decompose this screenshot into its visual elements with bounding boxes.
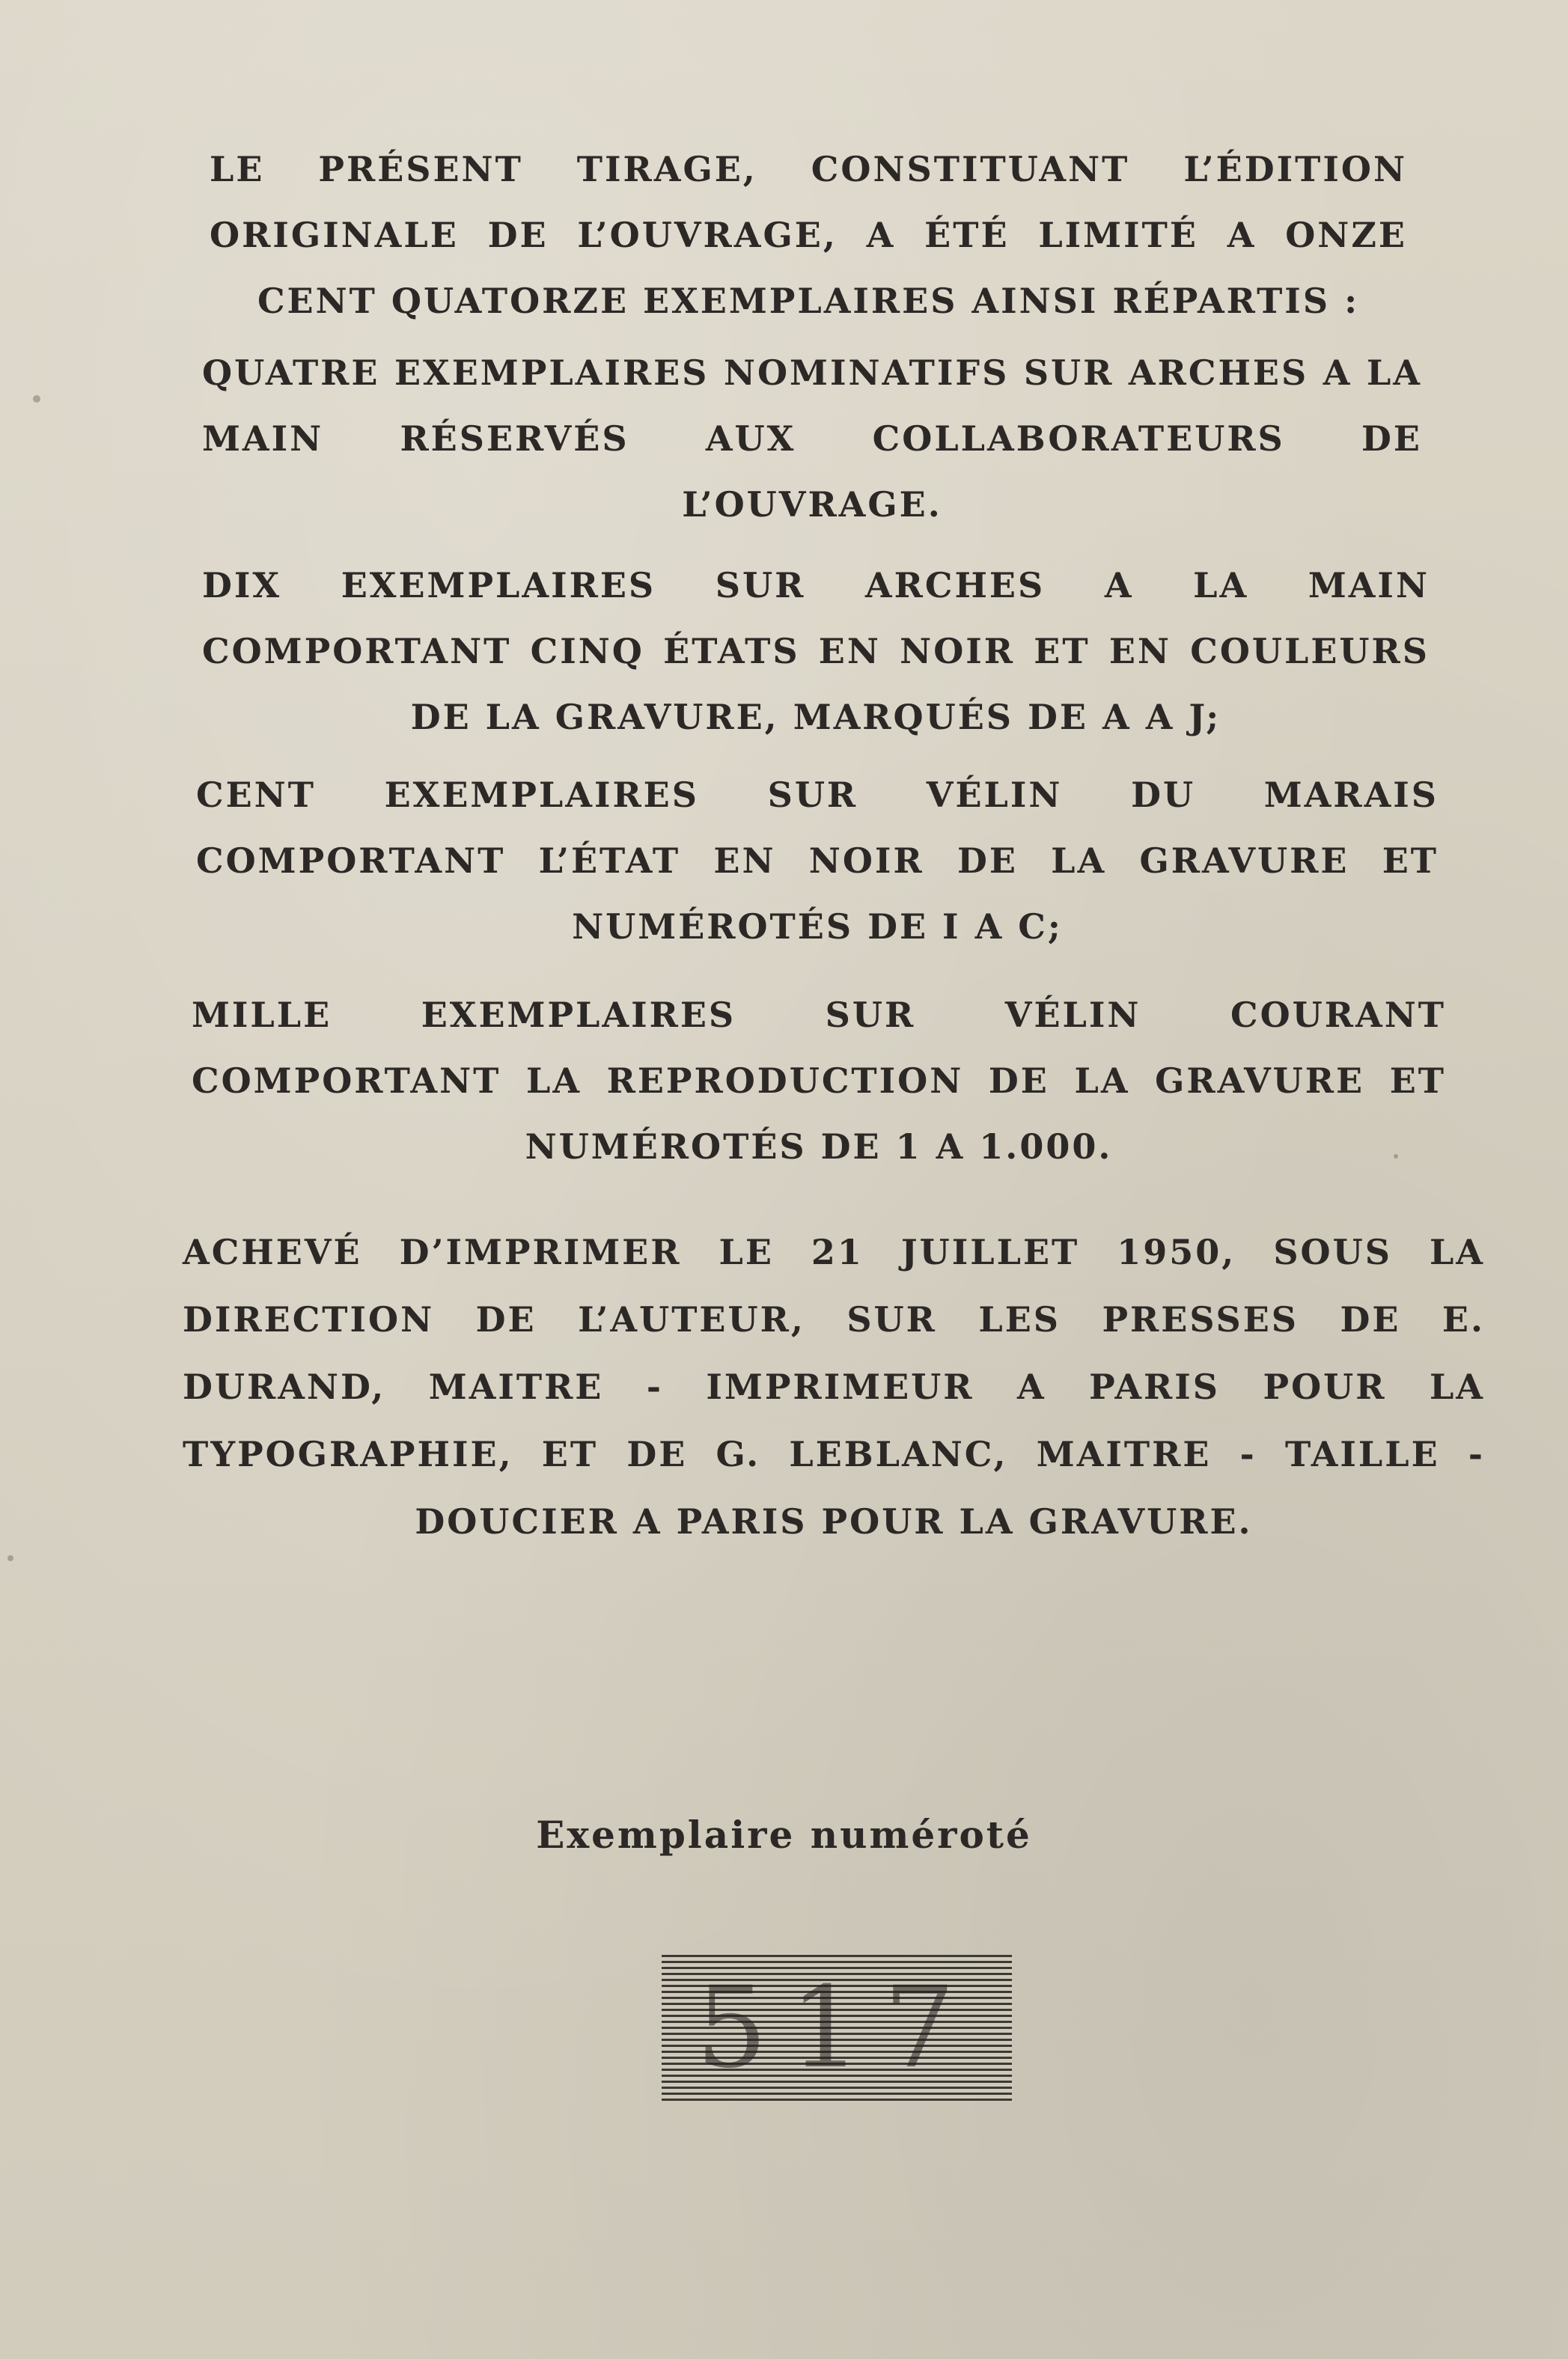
arches-copies-paragraph: DIX EXEMPLAIRES SUR ARCHES A LA MAIN COMPORTANT CINQ ÉTATS EN NOIR ET EN COULEURS DE LA GRAVURE, MARQUÉS DE A A J; (202, 565, 1430, 737)
paper-speck (33, 395, 40, 403)
marais-copies-paragraph: CENT EXEMPLAIRES SUR VÉLIN DU MARAIS COMPORTANT L’ÉTAT EN NOIR DE LA GRAVURE ET NUMÉROTÉS DE I A C; (196, 775, 1439, 947)
copy-number-stamp (662, 1955, 1012, 2102)
nominative-copies-paragraph: QUATRE EXEMPLAIRES NOMINATIFS SUR ARCHES A LA MAIN RÉSERVÉS AUX COLLABORATEURS DE L’OUVRAGE. (202, 353, 1422, 525)
numbered-copy-label: Exemplaire numéroté (536, 1813, 1032, 1857)
current-vellum-copies-paragraph: MILLE EXEMPLAIRES SUR VÉLIN COURANT COMPORTANT LA REPRODUCTION DE LA GRAVURE ET NUMÉROTÉS DE 1 A 1.000. (192, 995, 1446, 1167)
paper-speck (1394, 1154, 1398, 1159)
printing-completion-paragraph: ACHEVÉ D’IMPRIMER LE 21 JUILLET 1950, SOUS LA DIRECTION DE L’AUTEUR, SUR LES PRESSES DE E. DURAND, MAITRE - IMPRIMEUR A PARIS POUR LA TYPOGRAPHIE, ET DE G. LEBLANC, MAITRE - TAILLE - DOUCIER A PARIS POUR LA GRAVURE. (183, 1232, 1485, 1542)
paper-speck (7, 1555, 13, 1561)
print-run-statement: LE PRÉSENT TIRAGE, CONSTITUANT L’ÉDITION ORIGINALE DE L’OUVRAGE, A ÉTÉ LIMITÉ A ONZE CENT QUATORZE EXEMPLAIRES AINSI RÉPARTIS : (210, 149, 1407, 321)
copy-number: 517 (695, 1963, 978, 2093)
